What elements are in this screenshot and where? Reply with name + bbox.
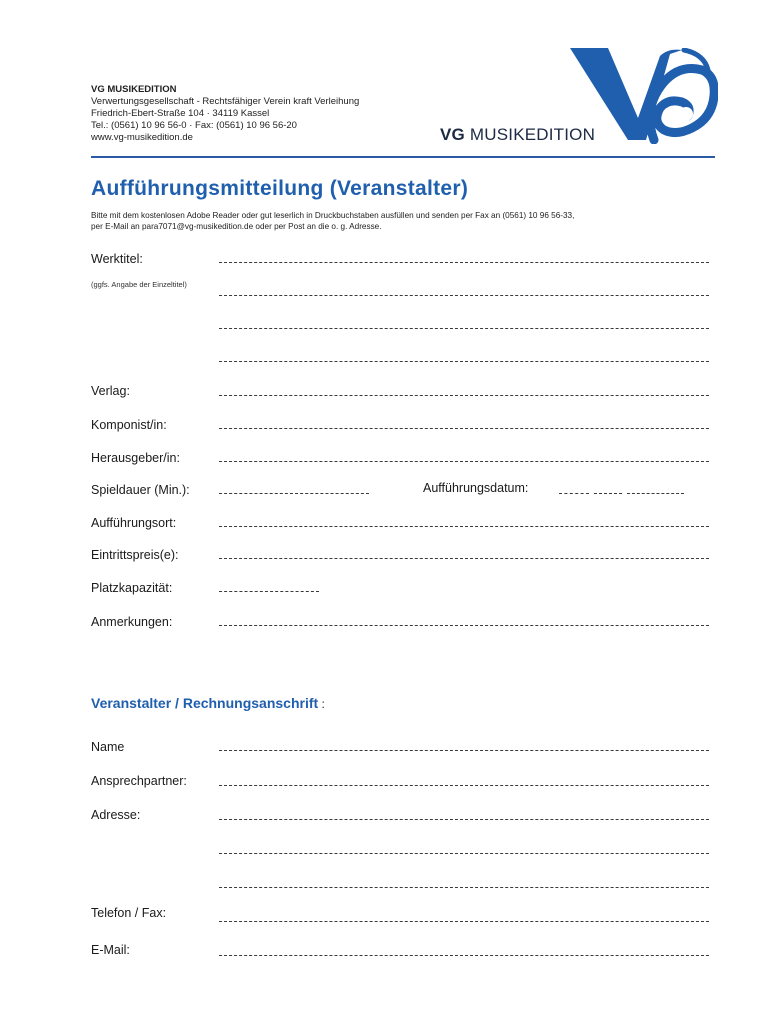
org-phone-fax: Tel.: (0561) 10 96 56-0 · Fax: (0561) 10 96 56-20 (91, 120, 297, 131)
ansprechpartner-label: Ansprechpartner: (91, 774, 187, 788)
form-instructions (91, 210, 711, 232)
ansprechpartner-field[interactable] (219, 785, 709, 786)
organizer-section-heading (91, 695, 325, 711)
platzkapazitaet-field[interactable] (219, 591, 319, 592)
org-name: VG MUSIKEDITION (91, 84, 177, 95)
adresse-field-1[interactable] (219, 819, 709, 820)
komponist-field[interactable] (219, 428, 709, 429)
adresse-label: Adresse: (91, 808, 141, 822)
auffuehrungsdatum-year-field[interactable] (627, 493, 684, 494)
telefon-fax-label: Telefon / Fax: (91, 906, 167, 920)
brand-wordmark (440, 125, 595, 145)
org-street-address: Friedrich-Ebert-Straße 104 · 34119 Kassel (91, 108, 270, 119)
anmerkungen-field[interactable] (219, 625, 709, 626)
spieldauer-label: Spieldauer (Min.): (91, 483, 190, 497)
email-field[interactable] (219, 955, 709, 956)
brand-wordmark-bold: VG (440, 125, 465, 144)
auffuehrungsdatum-day-field[interactable] (559, 493, 589, 494)
org-description: Verwertungsgesellschaft - Rechtsfähiger Verein kraft Verleihung (91, 96, 360, 107)
eintrittspreis-label: Eintrittspreis(e): (91, 548, 179, 562)
telefon-fax-field[interactable] (219, 921, 709, 922)
platzkapazitaet-label: Platzkapazität: (91, 581, 173, 595)
adresse-field-3[interactable] (219, 887, 709, 888)
werktitel-field-3[interactable] (219, 328, 709, 329)
werktitel-field-2[interactable] (219, 295, 709, 296)
name-label: Name (91, 740, 125, 754)
werktitel-hint: (ggfs. Angabe der Einzeltitel) (91, 280, 187, 289)
eintrittspreis-field[interactable] (219, 558, 709, 559)
brand-wordmark-rest: MUSIKEDITION (464, 125, 596, 144)
publisher-address-block (91, 84, 359, 144)
organizer-heading-colon: : (318, 697, 325, 711)
verlag-label: Verlag: (91, 384, 130, 398)
komponist-label: Komponist/in: (91, 418, 167, 432)
instructions-line-2: per E-Mail an para7071@vg-musikedition.de oder per Post an die o. g. Adresse. (91, 222, 382, 231)
herausgeber-label: Herausgeber/in: (91, 451, 180, 465)
organizer-heading-text: Veranstalter / Rechnungsanschrift (91, 695, 319, 711)
auffuehrungsdatum-label: Aufführungsdatum: (423, 481, 529, 495)
werktitel-field-1[interactable] (219, 262, 709, 263)
form-title: Aufführungsmitteilung (Veranstalter) (91, 177, 469, 200)
werktitel-field-4[interactable] (219, 361, 709, 362)
spieldauer-field[interactable] (219, 493, 369, 494)
anmerkungen-label: Anmerkungen: (91, 615, 173, 629)
name-field[interactable] (219, 750, 709, 751)
header-divider (91, 156, 715, 158)
auffuehrungsort-label: Aufführungsort: (91, 516, 177, 530)
email-label: E-Mail: (91, 943, 130, 957)
instructions-line-1: Bitte mit dem kostenlosen Adobe Reader oder gut leserlich in Druckbuchstaben ausfüllen und senden per Fax an (0561) 10 96 56-33, (91, 211, 575, 220)
adresse-field-2[interactable] (219, 853, 709, 854)
org-website: www.vg-musikedition.de (91, 132, 193, 143)
auffuehrungsort-field[interactable] (219, 526, 709, 527)
verlag-field[interactable] (219, 395, 709, 396)
werktitel-label: Werktitel: (91, 252, 143, 266)
auffuehrungsdatum-month-field[interactable] (594, 493, 622, 494)
herausgeber-field[interactable] (219, 461, 709, 462)
